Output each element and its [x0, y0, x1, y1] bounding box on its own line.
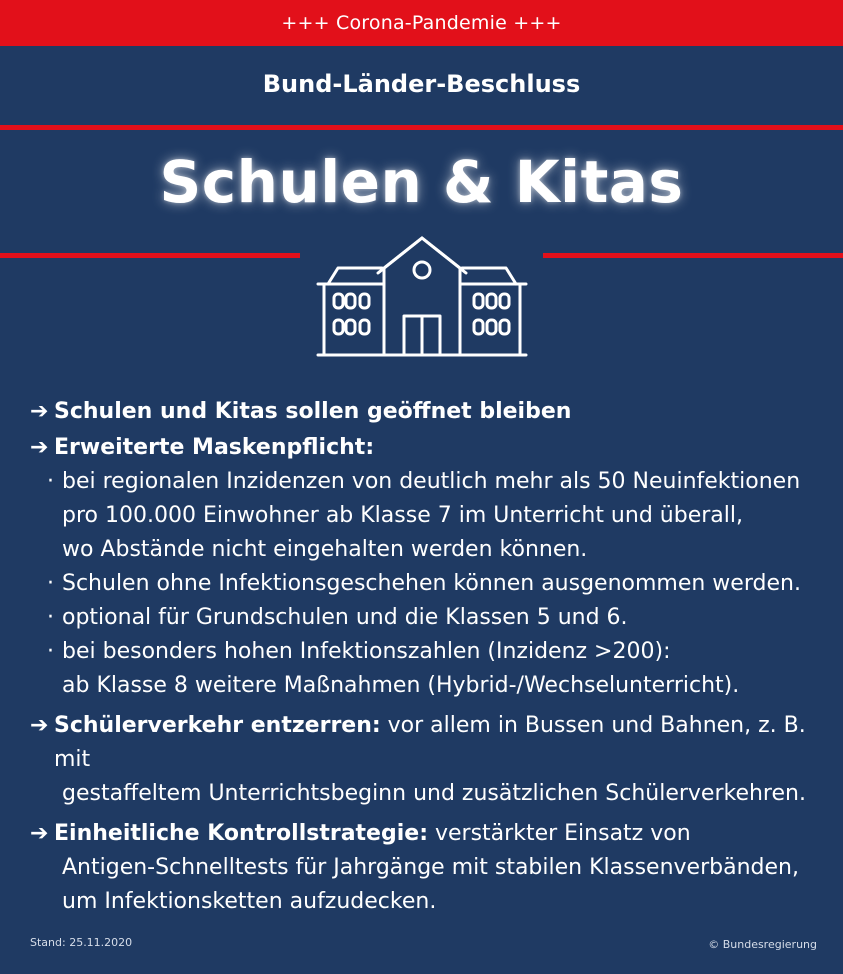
arrow-icon: ➔	[30, 713, 49, 738]
list-item	[30, 709, 820, 811]
bullet-icon: ·	[47, 469, 54, 494]
list-item	[30, 395, 820, 429]
sub-item	[30, 567, 820, 601]
subtitle: Bund-Länder-Beschluss	[262, 70, 581, 98]
sub-item	[30, 465, 820, 567]
list-item	[30, 817, 820, 919]
arrow-icon: ➔	[30, 821, 49, 846]
footer-copyright: © Bundesregierung	[708, 938, 817, 951]
sub-item-line: wo Abstände nicht eingehalten werden können.	[62, 537, 588, 562]
item-text: Antigen-Schnelltests für Jahrgänge mit stabilen Klassenverbänden,	[62, 855, 799, 880]
sub-item-line: ab Klasse 8 weitere Maßnahmen (Hybrid-/Wechselunterricht).	[62, 673, 740, 698]
sub-item	[30, 601, 820, 635]
bullet-icon: ·	[47, 571, 54, 596]
item-text: vor allem in Bussen und Bahnen, z. B. mit	[54, 713, 806, 772]
item-text: um Infektionsketten aufzudecken.	[62, 889, 437, 914]
divider-line-top	[0, 125, 843, 130]
bullet-icon: ·	[47, 639, 54, 664]
top-banner	[0, 0, 843, 46]
sub-item	[30, 635, 820, 703]
item-heading: Schulen und Kitas sollen geöffnet bleiben	[54, 399, 572, 424]
divider-line-left	[0, 253, 300, 258]
item-heading: Erweiterte Maskenpflicht:	[54, 435, 375, 460]
bullet-icon: ·	[47, 605, 54, 630]
item-text: gestaffeltem Unterrichtsbeginn und zusätzlichen Schülerverkehren.	[62, 781, 806, 806]
arrow-icon: ➔	[30, 399, 49, 424]
divider-line-right	[543, 253, 843, 258]
sub-item-line: bei regionalen Inzidenzen von deutlich mehr als 50 Neuinfektionen	[62, 469, 801, 494]
item-heading: Einheitliche Kontrollstrategie:	[54, 821, 428, 846]
item-text: verstärkter Einsatz von	[428, 821, 691, 846]
banner-text: +++ Corona-Pandemie +++	[281, 12, 562, 34]
content-list	[30, 395, 820, 919]
footer-date: Stand: 25.11.2020	[30, 936, 133, 949]
page-title: Schulen & Kitas	[159, 148, 684, 216]
sub-item-line: bei besonders hohen Infektionszahlen (Inzidenz >200):	[62, 639, 671, 664]
sub-item-line: optional für Grundschulen und die Klassen 5 und 6.	[62, 605, 628, 630]
item-heading: Schülerverkehr entzerren:	[54, 713, 381, 738]
list-item	[30, 431, 820, 465]
school-building-icon	[316, 234, 528, 358]
arrow-icon: ➔	[30, 435, 49, 460]
sub-item-line: pro 100.000 Einwohner ab Klasse 7 im Unterricht und überall,	[62, 503, 743, 528]
sub-item-line: Schulen ohne Infektionsgeschehen können ausgenommen werden.	[62, 571, 801, 596]
